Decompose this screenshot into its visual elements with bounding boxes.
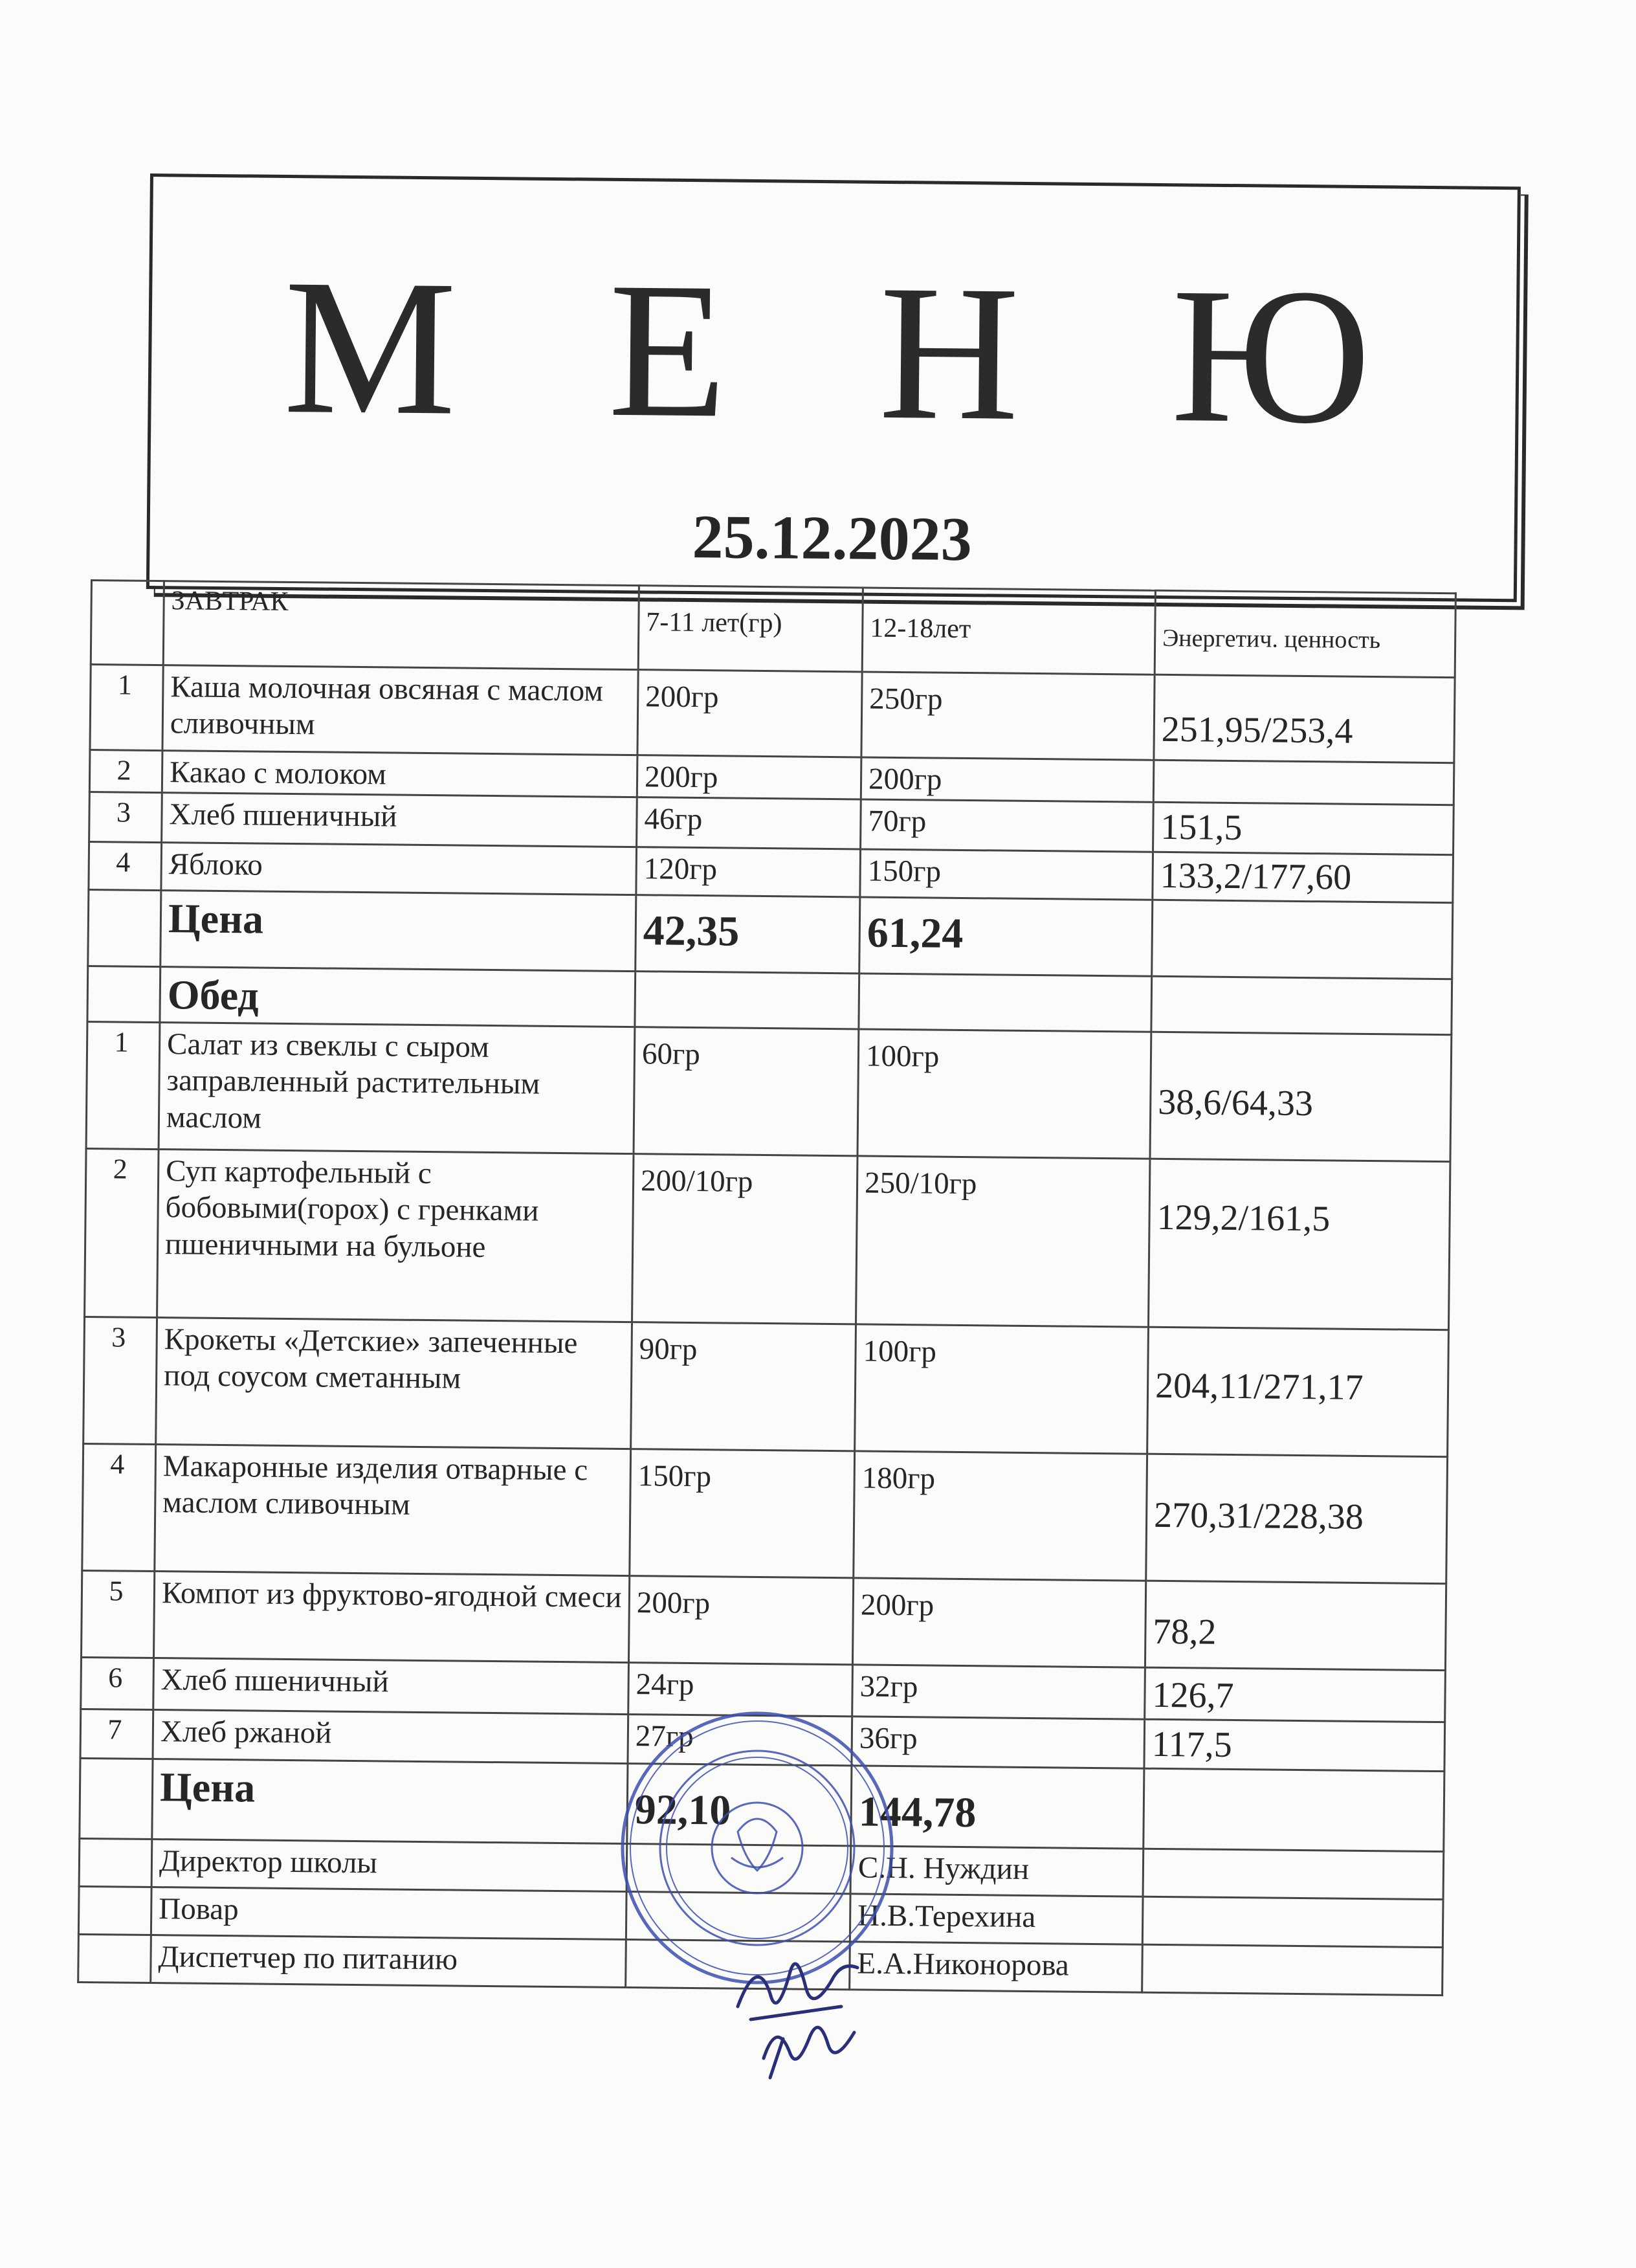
dish-name: Какао с молоком: [162, 751, 637, 797]
portion-12-18: 70гр: [861, 799, 1154, 852]
signature-name: Н.В.Терехина: [850, 1894, 1143, 1944]
energy-value: 126,7: [1145, 1667, 1446, 1722]
table-cell-empty: [1151, 976, 1452, 1034]
portion-12-18: 100гр: [855, 1324, 1149, 1454]
table-cell-empty: [1143, 1849, 1444, 1899]
dish-name: Яблоко: [161, 842, 637, 895]
table-cell-empty: [87, 966, 160, 1022]
row-number: 4: [89, 841, 162, 890]
energy-value: [1153, 760, 1454, 805]
table-row: [86, 1021, 1452, 1161]
breakfast-price-row: [88, 889, 1453, 979]
energy-value: 151,5: [1153, 803, 1454, 855]
age-header-12-18: 12-18лет: [862, 588, 1155, 674]
energy-header: Энергетич. ценность: [1155, 590, 1455, 677]
portion-12-18: 36гр: [852, 1717, 1145, 1769]
price-12-18: 61,24: [859, 897, 1153, 976]
portion-12-18: 200гр: [852, 1578, 1145, 1667]
dish-name: Хлеб ржаной: [153, 1709, 628, 1763]
signature-role: Повар: [151, 1887, 626, 1940]
table-cell-empty: [1142, 1896, 1443, 1947]
table-cell-empty: [635, 971, 859, 1028]
row-number: 6: [81, 1657, 154, 1709]
signature-role: Директор школы: [151, 1840, 627, 1892]
table-cell-empty: [859, 973, 1152, 1032]
table-cell-empty: [91, 581, 164, 665]
table-row: [83, 1317, 1449, 1456]
portion-12-18: 100гр: [857, 1029, 1151, 1159]
breakfast-header-row: [91, 581, 1455, 678]
dish-name: Суп картофельный с бобовыми(горох) с гренками пшеничными на бульоне: [157, 1149, 634, 1322]
handwritten-signature: [725, 1929, 893, 2084]
portion-12-18: 150гр: [860, 849, 1153, 900]
price-label: Цена: [152, 1759, 628, 1844]
dish-name: Хлеб пшеничный: [153, 1658, 629, 1714]
dish-name: Каша молочная овсяная с маслом сливочным: [162, 665, 638, 755]
portion-7-11: 150гр: [630, 1449, 855, 1577]
energy-value: 38,6/64,33: [1150, 1032, 1452, 1161]
portion-7-11: 46гр: [637, 797, 861, 849]
portion-12-18: 250/10гр: [856, 1156, 1150, 1327]
dish-name: Компот из фруктово-ягодной смеси: [154, 1571, 630, 1662]
table-cell-empty: [1144, 1768, 1444, 1851]
price-label: Цена: [160, 890, 636, 971]
portion-7-11: 24гр: [628, 1662, 853, 1717]
energy-value: 78,2: [1145, 1581, 1446, 1670]
dish-name: Хлеб пшеничный: [162, 793, 637, 847]
portion-7-11: 200гр: [637, 670, 862, 757]
row-number: 4: [82, 1443, 156, 1571]
table-cell-empty: [88, 889, 161, 966]
portion-7-11: 200гр: [628, 1575, 853, 1664]
table-cell-empty: [1142, 1944, 1443, 1995]
table-row: [90, 665, 1455, 763]
signature-role: Диспетчер по питанию: [151, 1935, 626, 1988]
row-number: 1: [86, 1021, 160, 1149]
lunch-label: Обед: [160, 966, 636, 1027]
row-number: 2: [85, 1148, 159, 1317]
row-number: 3: [83, 1317, 157, 1444]
signature-name: Е.А.Никонорова: [850, 1942, 1143, 1992]
breakfast-label: ЗАВТРАК: [163, 581, 639, 670]
price-7-11: 92,10: [627, 1764, 852, 1846]
price-12-18: 144,78: [851, 1766, 1144, 1849]
table-cell-empty: [79, 1839, 152, 1887]
signature-name: С.Н. Нуждин: [850, 1846, 1144, 1896]
portion-7-11: 200гр: [637, 755, 861, 800]
portion-7-11: 90гр: [631, 1322, 856, 1451]
portion-12-18: 180гр: [854, 1451, 1147, 1581]
table-cell-empty: [80, 1759, 153, 1840]
row-number: 7: [80, 1709, 153, 1759]
table-row: [82, 1443, 1448, 1583]
age-header-7-11: 7-11 лет(гр): [638, 586, 863, 672]
energy-value: 251,95/253,4: [1154, 674, 1455, 762]
portion-7-11: 120гр: [636, 847, 861, 897]
portion-12-18: 200гр: [861, 757, 1154, 803]
row-number: 2: [89, 750, 162, 793]
portion-7-11: 27гр: [628, 1715, 852, 1766]
row-number: 3: [89, 792, 162, 842]
dish-name: Макаронные изделия отварные с маслом сливочным: [155, 1444, 631, 1575]
energy-value: 204,11/271,17: [1147, 1327, 1449, 1456]
energy-value: 270,31/228,38: [1146, 1454, 1448, 1583]
menu-date: 25.12.2023: [692, 502, 973, 574]
row-number: 1: [90, 665, 163, 751]
dish-name: Салат из свеклы с сыром заправленный растительным маслом: [159, 1022, 635, 1153]
page-title: М Е Н Ю: [282, 239, 1424, 465]
dish-name: Крокеты «Детские» запеченные под соусом сметанным: [156, 1317, 632, 1449]
portion-12-18: 32гр: [852, 1665, 1145, 1720]
table-cell-empty: [78, 1935, 151, 1983]
portion-7-11: 60гр: [634, 1027, 859, 1155]
table-cell-empty: [78, 1887, 151, 1935]
table-row: [82, 1570, 1446, 1670]
energy-value: 129,2/161,5: [1148, 1159, 1450, 1329]
row-number: 5: [82, 1570, 155, 1658]
energy-value: 117,5: [1144, 1719, 1445, 1772]
price-7-11: 42,35: [636, 895, 860, 973]
table-cell-empty: [1152, 900, 1453, 979]
title-box: [146, 173, 1521, 602]
portion-7-11: 200/10гр: [632, 1153, 857, 1324]
portion-12-18: 250гр: [861, 672, 1155, 760]
energy-value: 133,2/177,60: [1153, 852, 1454, 903]
table-row: [85, 1148, 1450, 1329]
